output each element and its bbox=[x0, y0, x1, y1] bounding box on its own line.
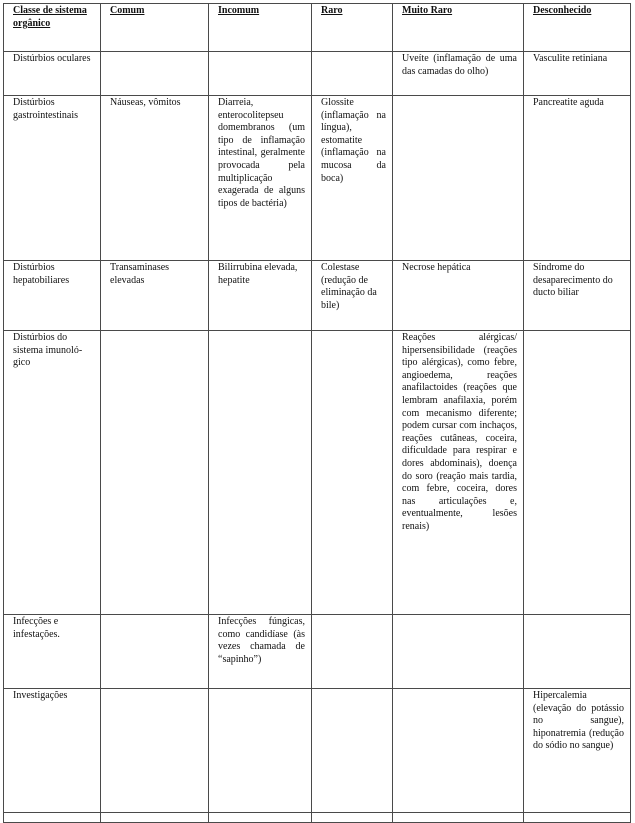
cell-desconhecido bbox=[524, 615, 631, 689]
cell-raro: Colestase (redução de eliminação da bile) bbox=[312, 261, 393, 331]
cell-raro bbox=[312, 52, 393, 96]
cell-desconhecido bbox=[524, 331, 631, 615]
cell-empty bbox=[4, 813, 101, 823]
cell-incomum: Diarreia, enterocolitepseu domembranos (um tipo de inflamação intestinal, geralmente provocada pela multiplicação exagerada de alguns tipos de bactéria) bbox=[209, 96, 312, 261]
table-row bbox=[4, 331, 631, 615]
cell-desconhecido: Pancreatite aguda bbox=[524, 96, 631, 261]
table-row bbox=[4, 52, 631, 96]
cell-empty bbox=[101, 813, 209, 823]
table-row bbox=[4, 689, 631, 813]
table-row bbox=[4, 615, 631, 689]
cell-raro bbox=[312, 615, 393, 689]
header-desconhecido: Desconhecido bbox=[524, 4, 631, 52]
cell-raro bbox=[312, 331, 393, 615]
cell-incomum bbox=[209, 52, 312, 96]
cell-desconhecido: Síndrome do desaparecimento do ducto biliar bbox=[524, 261, 631, 331]
cell-muito-raro: Necrose hepática bbox=[393, 261, 524, 331]
cell-comum: Transaminases elevadas bbox=[101, 261, 209, 331]
cell-classe: Distúrbios do sistema imunoló- gico bbox=[4, 331, 101, 615]
table-row bbox=[4, 261, 631, 331]
header-incomum: Incomum bbox=[209, 4, 312, 52]
cell-raro: Glossite (inflamação na língua), estomatite (inflamação na mucosa da boca) bbox=[312, 96, 393, 261]
header-comum: Comum bbox=[101, 4, 209, 52]
cell-desconhecido: Vasculite retiniana bbox=[524, 52, 631, 96]
cell-classe: Distúrbios hepatobiliares bbox=[4, 261, 101, 331]
cell-classe: Distúrbios gastrointestinais bbox=[4, 96, 101, 261]
cell-comum bbox=[101, 689, 209, 813]
header-raro: Raro bbox=[312, 4, 393, 52]
cell-classe: Infecções e infestações. bbox=[4, 615, 101, 689]
cell-incomum: Infecções fúngicas, como candidíase (às vezes chamada de “sapinho”) bbox=[209, 615, 312, 689]
cell-incomum: Bilirrubina elevada, hepatite bbox=[209, 261, 312, 331]
cell-muito-raro: Uveíte (inflamação de uma das camadas do olho) bbox=[393, 52, 524, 96]
cell-comum bbox=[101, 331, 209, 615]
table-header-row bbox=[4, 4, 631, 52]
cell-classe: Investigações bbox=[4, 689, 101, 813]
cell-desconhecido: Hipercalemia (elevação do potássio no sangue), hiponatremia (redução do sódio no sangue) bbox=[524, 689, 631, 813]
cell-comum: Náuseas, vômitos bbox=[101, 96, 209, 261]
cell-incomum bbox=[209, 331, 312, 615]
cell-classe: Distúrbios oculares bbox=[4, 52, 101, 96]
cell-muito-raro bbox=[393, 615, 524, 689]
cell-comum bbox=[101, 52, 209, 96]
header-classe: Classe de sistema orgânico bbox=[4, 4, 101, 52]
cell-empty bbox=[312, 813, 393, 823]
cell-muito-raro bbox=[393, 689, 524, 813]
cell-incomum bbox=[209, 689, 312, 813]
cell-raro bbox=[312, 689, 393, 813]
cell-comum bbox=[101, 615, 209, 689]
header-muito-raro: Muito Raro bbox=[393, 4, 524, 52]
cell-empty bbox=[209, 813, 312, 823]
table-row-empty bbox=[4, 813, 631, 823]
cell-muito-raro: Reações alérgicas/ hipersensibilidade (reações tipo alérgicas), como febre, angioedema, reações anafilactoides (reações que lembram anafilaxia, porém com mecanismo diferente; podem cursar com inchaços, reações cutâneas, coceira, dificuldade para respirar e dores abdominais), doença do soro (reação mais tardia, com febre, coceira, dores nas articulações e, eventualmente, lesões renais) bbox=[393, 331, 524, 615]
cell-muito-raro bbox=[393, 96, 524, 261]
adverse-reactions-table bbox=[3, 3, 631, 823]
cell-empty bbox=[393, 813, 524, 823]
cell-empty bbox=[524, 813, 631, 823]
table-row bbox=[4, 96, 631, 261]
